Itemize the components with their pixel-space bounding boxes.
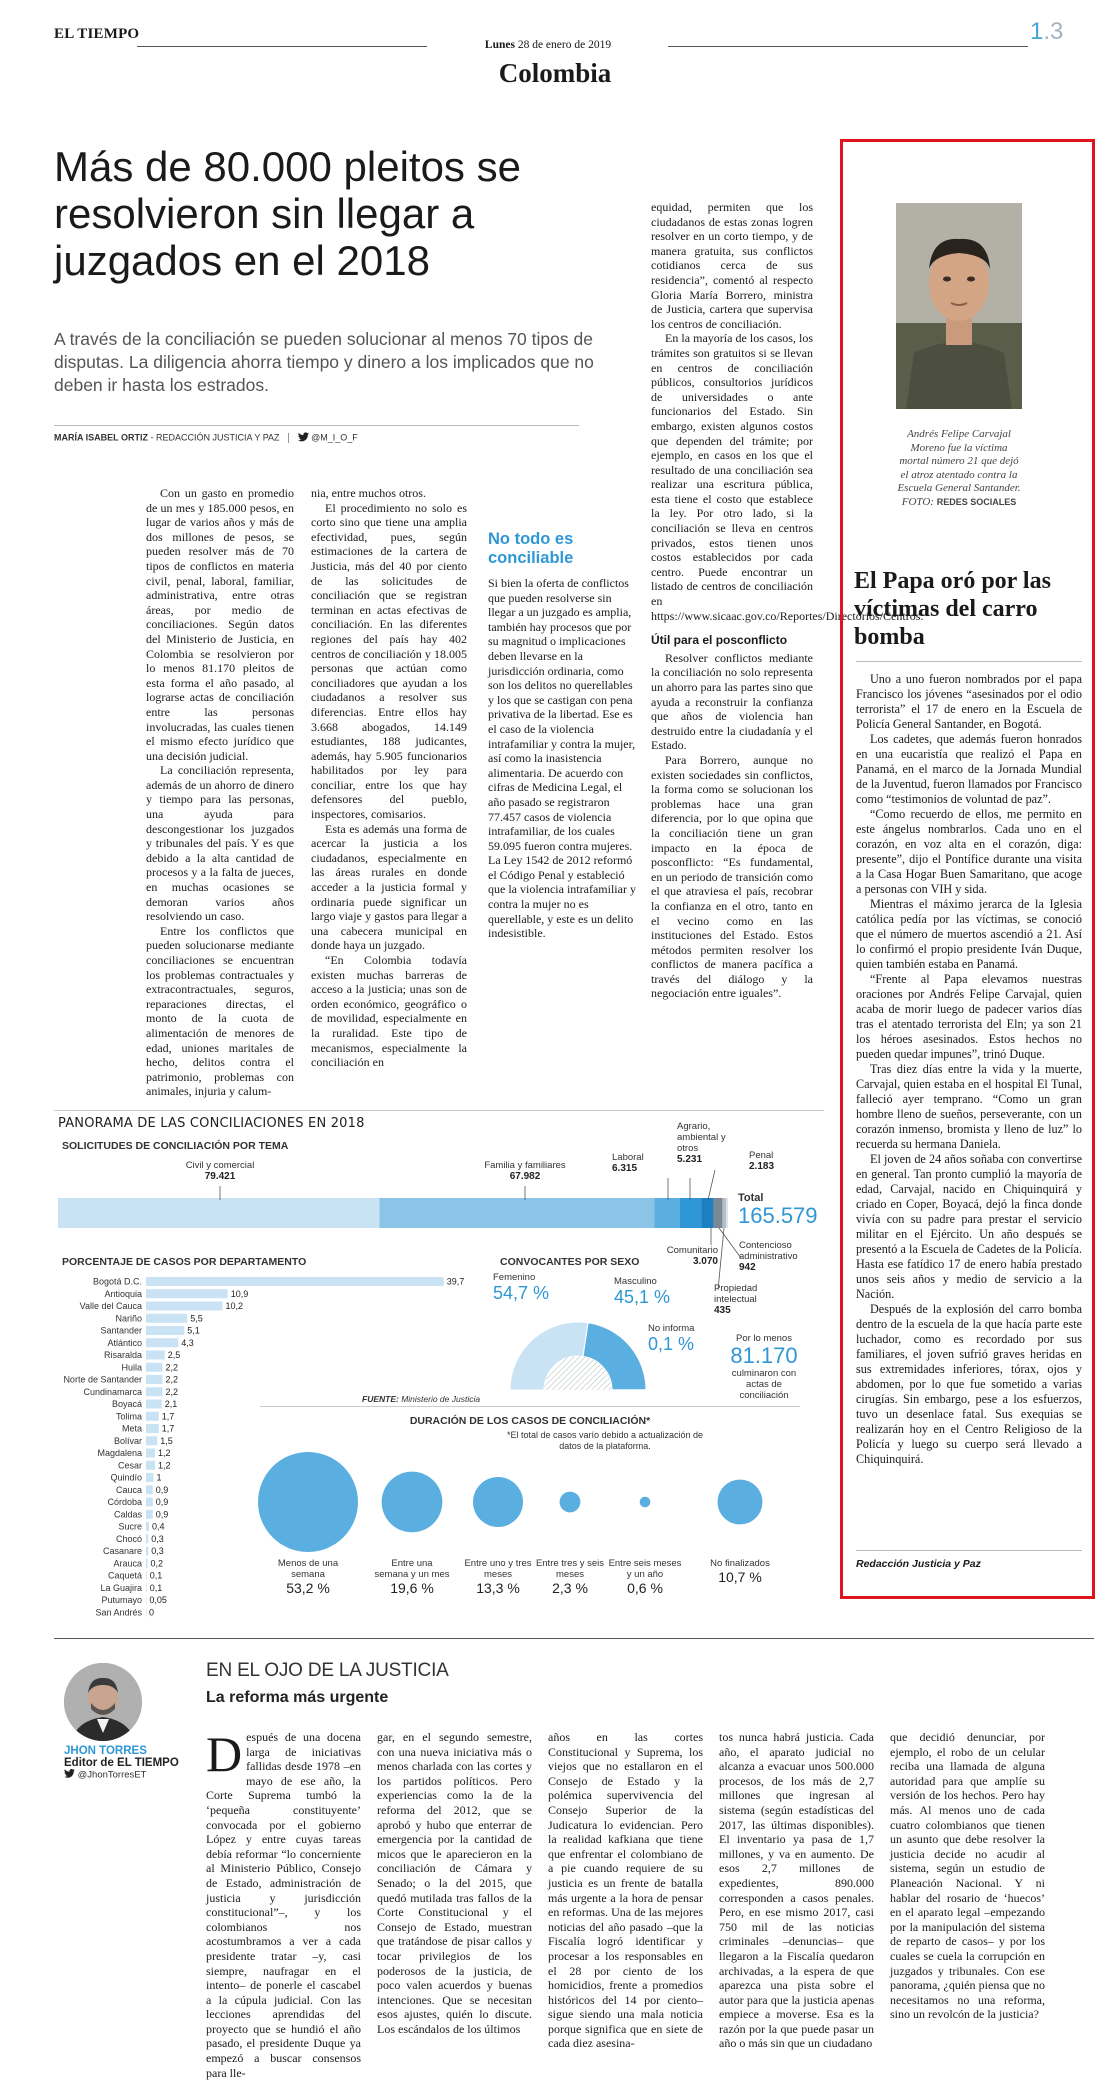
total-block: [738, 1192, 818, 1228]
author-twitter: [64, 1769, 194, 1781]
dept-section-title: PORCENTAJE DE CASOS POR DEPARTAMENTO: [62, 1256, 307, 1268]
sexo-label-masculino: [614, 1276, 670, 1308]
sexo-label-value: 54,7 %: [493, 1283, 550, 1303]
total-label: Total: [738, 1192, 764, 1204]
dept-category-label: Tolima: [115, 1411, 142, 1422]
sidebar-headline-rule: [856, 661, 1082, 662]
author-name: JHON TORRES: [64, 1745, 147, 1757]
dept-category-label: Córdoba: [107, 1497, 142, 1507]
author-avatar: [64, 1663, 142, 1741]
column-col-4: tos nunca habrá justicia. Cada año, el aparato judicial no alcanza a evacuar unos 500.000 procesos, de los más de 2,7 millones que ingresan al sistema (según estadísticas del 2017, las últimas disponibles). El inventario ya pasa de 1,7 millones, y va en aumento. De esos 2,7 millones de expedientes, 890.000 corresponden a casos penales. Pero, en ese mismo 2017, casi 750 mil de las noticias criminales –denuncias– que llegaron a la Fiscalía quedaron archivadas, a la espera de que aparezca una pista sobre el autor para que la justicia apenas empiece a moverse. Esa es la razón por la que puede pasar un año o más sin que un ciudadano: [719, 1730, 874, 2051]
duration-bubble: [718, 1480, 763, 1525]
byline-desk: - REDACCIÓN JUSTICIA Y PAZ: [148, 432, 280, 443]
infographic-title: PANORAMA DE LAS CONCILIACIONES EN 2018: [58, 1116, 365, 1131]
dept-bar: [146, 1461, 155, 1470]
dept-category-label: Caquetá: [107, 1570, 142, 1581]
conc-label-top: Por lo menos: [736, 1333, 792, 1344]
duration-value: 2,3 %: [552, 1580, 588, 1596]
total-value: 165.579: [738, 1203, 818, 1228]
dept-value-label: 1,7: [161, 1423, 175, 1434]
article-paragraph: “En Colombia todavía existen muchas barreras de acceso a la justicia; unas son de orden económico, geográfico o de movilidad, especialmente en la ruralidad. Este tipo de mecanismos, especialmente la conciliación en: [311, 953, 467, 1070]
date-day: Lunes: [484, 39, 515, 51]
dept-category-label: Arauca: [113, 1558, 142, 1569]
dept-bar: [146, 1400, 162, 1409]
seg-label-value: 67.982: [509, 1171, 541, 1182]
author-block: [64, 1745, 194, 1781]
dept-value-label: 1,2: [158, 1460, 171, 1471]
page-number-major: 1: [1030, 18, 1044, 45]
duration-bubble-chart: [250, 1450, 810, 1610]
dept-bar: [146, 1436, 157, 1445]
infographic-top-rule: [54, 1110, 824, 1111]
article-paragraph: Entre los conflictos que pueden solucionarse mediante conciliaciones se encuentran los problemas contractuales y extracontractuales, seguros, reparaciones directas, el monto de la cuota de alimentación de menores de edad, uniones maritales de hecho, delitos contra el patrimonio, problemas con animales, injuria y calum-: [146, 923, 294, 1099]
dept-value-label: 0,3: [151, 1533, 164, 1544]
dept-category-label: Norte de Santander: [63, 1374, 142, 1385]
duration-label-wrap: [532, 1558, 608, 1610]
source-text: Ministerio de Justicia: [398, 1394, 481, 1404]
column-col-1: [206, 1726, 361, 2080]
duration-value: 53,2 %: [286, 1580, 330, 1596]
dept-category-label: Bolívar: [113, 1435, 142, 1446]
byline-twitter: @M_I_O_F: [311, 432, 358, 443]
dept-category-label: Magdalena: [97, 1448, 142, 1458]
dept-value-label: 2,2: [165, 1362, 179, 1373]
dept-bar: [146, 1326, 184, 1335]
dept-value-label: 0: [149, 1607, 155, 1618]
portrait-illustration: [896, 203, 1022, 409]
source-label: FUENTE:: [362, 1394, 399, 1404]
sidebar-paragraph: El joven de 24 años soñaba con convertirse en general. Tan pronto cumplió la mayoría de edad, Carvajal, nacido en Chiquinquirá y criado en Coper, Boyacá, dejó la finca donde vivía con su padre para prestar el servicio militar en el Ejército. Un año después se presentó a la Escuela de Cadetes de la Policía. Hasta ese fatídico 17 de enero había prestado unos seis años y medio de servicio a la Nación.: [856, 1152, 1082, 1301]
dept-value-label: 4,3: [181, 1337, 194, 1348]
dur-note: *El total de casos varío debido a actualización de datos de la plataforma.: [506, 1430, 704, 1451]
stacked-bar-segment: [379, 1198, 654, 1228]
stacked-bar-segment: [722, 1198, 726, 1228]
stacked-bar-segment: [654, 1198, 680, 1228]
photo-credit: REDES SOCIALES: [936, 496, 1017, 507]
dept-value-label: 2,5: [167, 1350, 181, 1360]
column-col-5: que decidió denunciar, por ejemplo, el robo de un celular reciba una llamada de alguna autoridad para que amplíe su versión de los hechos. Pero hay más. Al menos uno de cada cuatro colombianos que tienen un asunto que debe resolver la justicia decide no acudir al sistema, según un estudio de Planeación Nacional. Y ni hablar del rosario de ‘huecos’ en el aparato legal –empezando por la manipulación del sistema de reparto de casos– y por los cuales se cuela la corrupción en juzgados y tribunales. Con ese panorama, ¿quién piensa que no necesitamos no una reforma, sino un revolcón de la justicia?: [890, 1730, 1045, 2022]
conc-label-bottom: culminaron con actas de conciliación: [731, 1368, 797, 1401]
seg-label-text: Contencioso administrativo: [739, 1240, 798, 1262]
duration-label: Menos de una semana: [277, 1558, 339, 1580]
dept-value-label: 5,5: [190, 1313, 203, 1324]
dept-value-label: 0,05: [149, 1595, 167, 1605]
sidebar-paragraph: Tras diez días entre la vida y la muerte, Carvajal, quien estaba en el hospital El Tunal, falleció ayer temprano. “Como un gran hombre lleno de sueños, perseverante, con un corazón inmenso, bromista y lleno de luz” lo recuerda su hermana Daniela.: [856, 1062, 1082, 1151]
stacked-bar-svg: [58, 1198, 728, 1228]
page-number: [1030, 18, 1063, 46]
article-paragraph: En la mayoría de los casos, los trámites son gratuitos si se llevan en centros de conciliación públicos, consultorios jurídicos de universidades o ante funcionarios del Estado. Sin embargo, existen algunos costos que dependen del trámite; por ejemplo, en casos en los que el resultado de una conciliación sea realizar una escritura pública, esta tiene el costo que establece la ley. Por otro lado, si la conciliación se lleva en centros privados, estos tienen unos costos establecidos por cada centro. Puede encontrar un listado de centros de conciliación en https://www.sicaac.gov.co/Reportes/Directorios/Centros.: [651, 331, 924, 623]
seg-label-familia: [475, 1160, 575, 1182]
paper-name: EL TIEMPO: [54, 26, 140, 42]
masthead-rule-right: [668, 46, 1028, 47]
dept-value-label: 0,9: [155, 1497, 169, 1507]
duration-label-wrap: [460, 1558, 536, 1610]
dept-category-label: Huila: [121, 1362, 142, 1373]
sexo-label-femenino: [493, 1272, 549, 1304]
victim-photo: [896, 203, 1022, 409]
dept-category-label: Quindío: [110, 1472, 142, 1483]
duration-bubble: [640, 1497, 651, 1508]
stacked-bar-segment: [714, 1198, 723, 1228]
dept-category-label: La Guajira: [100, 1582, 142, 1593]
dept-category-label: Chocó: [115, 1533, 142, 1544]
dept-category-label: Atlántico: [107, 1337, 142, 1348]
seg-label-text: Civil y comercial: [185, 1160, 255, 1171]
seg-label-text: Familia y familiares: [484, 1160, 566, 1171]
sidebar-credit: Redacción Justicia y Paz: [856, 1558, 981, 1570]
dept-bar: [146, 1449, 155, 1458]
dept-bar: [146, 1338, 178, 1347]
dept-bar: [146, 1571, 147, 1580]
sexo-label-text: Masculino: [614, 1276, 657, 1287]
duration-bubble: [560, 1492, 581, 1513]
photo-caption: [896, 428, 1022, 509]
seg-label-text: Laboral: [612, 1152, 644, 1163]
column-text: espués de una docena larga de iniciativas fallidas desde 1978 –en mayo de ese año, la Corte Suprema tumbó la ‘pequeña constituyente’ convocada por el gobierno López y entre cuyas tareas debía reformar “lo concerniente al Ministerio Público, Consejo de Estado, administración de justicia y jurisdicción constitucional”–, y los colombianos nos acostumbramos a ver a cada presidente tratar –y, casi siempre, naufragar en el intento– de ponerle el cascabel a la cúpula judicial. Con las lecciones aprendidas del proyecto que se hundió el año pasado, el presidente Duque ya empezó a buscar consensos para lle-: [206, 1730, 361, 2080]
duration-label: Entre uno y tres meses: [464, 1558, 532, 1580]
sidebox-title: No todo es conciliable: [488, 530, 574, 567]
dept-bar: [146, 1547, 148, 1556]
seg-label-text: Propiedad intelectual: [714, 1283, 758, 1305]
infographic-source: [362, 1394, 480, 1404]
seg-label-value: 5.231: [677, 1154, 703, 1165]
dept-value-label: 10,2: [225, 1301, 244, 1311]
duration-label-wrap: [270, 1558, 346, 1610]
seg-label-penal: [749, 1150, 774, 1172]
sidebar-body: [856, 672, 1082, 1467]
column-col-2: gar, en el segundo semestre, con una nueva iniciativa más o menos charlada con las cortes y los partidos políticos. Pero experiencias como la de la reforma del 2012, que se aprobó y hubo que enterrar de emergencia por la cantidad de micos que le aparecieron en la conciliación de Cámara y Senado; o la del 2015, que quedó mutilada tras fallos de la Corte Constitucional y el Consejo de Estado, muestran que tratándose de pisar callos y tocar privilegios de los poderosos de la justicia, de poco valen acuerdos y buenas intenciones. Que se necesitan esos ajustes, quién lo discute. Los escándalos de los últimos: [377, 1730, 532, 2036]
dept-category-label: Cesar: [117, 1460, 142, 1471]
dept-bar: [146, 1559, 148, 1568]
seg-label-value: 942: [739, 1262, 756, 1273]
article-paragraph: Con un gasto en promedio de un mes y 185.000 pesos, en lugar de varios años y más de dos millones de pesos, se pueden resolver más de 70 tipos de conflictos en materia civil, penal, laboral, familiar, administrativa, entre otras áreas, por medio de conciliaciones. Según datos del Ministerio de Justicia, en Colombia se resolvieron por lo menos 81.170 pleitos de esta forma el año pasado, al lograrse actas de conciliación entre las personas involucradas, las cuales tienen el mismo efecto jurídico que una decisión judicial.: [146, 486, 294, 763]
duration-bubble: [473, 1477, 523, 1527]
stacked-bar-segment: [701, 1198, 713, 1228]
article-paragraph: equidad, permiten que los ciudadanos de estas zonas logren resolver en un corto tiempo, y de manera gratuita, sus conflictos cotidianos cerca de sus residencia”, comentó al respecto Gloria María Borrero, ministra de Justicia, cartera que supervisa los centros de conciliación.: [651, 200, 813, 331]
byline: [54, 432, 594, 444]
article-headline: Más de 80.000 pleitos se resolvieron sin llegar a juzgados en el 2018: [54, 143, 521, 284]
article-paragraph: nia, entre muchos otros.: [311, 486, 426, 500]
sidebar-paragraph: “Como recuerdo de ellos, me permito en este ángelus nombrarlos. Cada uno en el corazón, en voz alta en el corazón, diga: presente”, dijo el Pontífice durante una visita a la Casa Hogar Buen Samaritano, que acoge a personas con VIH y sida.: [856, 807, 1082, 896]
column-kicker: EN EL OJO DE LA JUSTICIA: [206, 1660, 449, 1681]
dept-value-label: 0,1: [149, 1570, 163, 1581]
dept-value-label: 0,2: [150, 1558, 164, 1569]
masthead-date: [436, 39, 660, 51]
stacked-bar-segment: [726, 1198, 728, 1228]
duration-value: 10,7 %: [718, 1569, 762, 1585]
photo-caption-text: Andrés Felipe Carvajal Moreno fue la víctima mortal número 21 que dejó el atroz atentado contra la Escuela General Santander. FOTO:: [897, 428, 1021, 508]
bar-section-title: SOLICITUDES DE CONCILIACIÓN POR TEMA: [62, 1140, 289, 1152]
dept-bar: [146, 1363, 163, 1372]
author-portrait: [64, 1663, 142, 1741]
duration-label: Entre una semana y un mes: [374, 1558, 450, 1580]
dept-bar: [146, 1583, 147, 1592]
conciliacion-block: [724, 1333, 804, 1401]
sidebar-paragraph: Uno a uno fueron nombrados por el papa Francisco los jóvenes “asesinados por el odio terrorista” el 17 de enero en la Escuela de Policía General Santander, en Bogotá.: [856, 672, 1082, 731]
dept-bar: [146, 1351, 165, 1360]
sidebar-paragraph: Los cadetes, que además fueron honrados en una eucaristía que realizó el Papa en Panamá, en el marco de la Jornada Mundial de la Juventud, fueron llamados por Francisco como “testimonios de voluntad de paz”.: [856, 732, 1082, 806]
dept-value-label: 39,7: [446, 1276, 465, 1287]
article-paragraph: La conciliación representa, además de un ahorro de dinero y tiempo para las personas, una ayuda para descongestionar los juzgados y tribunales del país. Y es que debido a la alta cantidad de procesos y a la falta de jueces, en muchas ocasiones se demoran varios años resolviendo un caso.: [146, 763, 294, 924]
twitter-icon: [64, 1769, 75, 1781]
stacked-bar-segment: [680, 1198, 701, 1228]
seg-label-propiedad: [739, 1240, 809, 1273]
article-paragraph: Esta es además una forma de acercar la justicia a los ciudadanos, especialmente en las áreas rurales en donde acceder a la justicia formal y ordinaria puede significar un largo viaje y gastos para llegar a una cabecera municipal en donde haya un juzgado.: [311, 821, 467, 953]
byline-author: MARÍA ISABEL ORTIZ: [54, 432, 148, 443]
dept-value-label: 10,9: [230, 1288, 249, 1299]
duration-label: Entre tres y seis meses: [535, 1558, 605, 1580]
dept-value-label: 1,2: [158, 1448, 171, 1458]
seg-label-comunitario: [658, 1245, 718, 1267]
column-title: La reforma más urgente: [206, 1689, 389, 1706]
dept-bar: [146, 1608, 147, 1617]
dept-category-label: Valle del Cauca: [79, 1301, 142, 1311]
page-number-minor: .3: [1043, 18, 1064, 45]
author-handle: @JhonTorresET: [77, 1769, 147, 1781]
dept-bar: [146, 1485, 153, 1494]
dept-bar: [146, 1498, 153, 1507]
seg-label-contencioso: [714, 1283, 789, 1316]
dept-bar: [146, 1302, 223, 1311]
dept-value-label: 1,5: [160, 1435, 173, 1446]
dept-category-label: Santander: [100, 1325, 142, 1336]
dept-category-label: Casanare: [102, 1546, 142, 1556]
dept-bar: [146, 1473, 154, 1482]
dept-bar: [146, 1596, 147, 1605]
article-paragraph: El procedimiento no solo es corto sino que tiene una amplia efectividad, pues, según estimaciones de la cartera de Justicia, más del 40 por ciento de las solicitudes de conciliación que se registran terminan en actas efectivas de conciliación. En las diferentes regiones del país hay 402 centros de conciliación y 18.005 personas que actúan como conciliadores que ayudan a los ciudadanos a resolver sus diferencias. Entre ellos hay 3.668 abogados, 14.149 estudiantes, 188 judicantes, además, hay 5.905 funcionarios habilitados por ley para conciliar, entre los que hay defensores del pueblo, inspectores, comisarios.: [311, 500, 467, 822]
date-rest: 28 de enero de 2019: [517, 39, 612, 51]
stacked-bar-segment: [58, 1198, 379, 1228]
sexo-section-title: CONVOCANTES POR SEXO: [500, 1256, 640, 1268]
seg-label-text: Comunitario: [666, 1245, 718, 1256]
seg-label-agrario: [677, 1121, 737, 1165]
sexo-label-text: Femenino: [493, 1272, 536, 1283]
dept-value-label: 2,2: [165, 1386, 179, 1397]
article-col-4: [651, 200, 924, 1001]
dept-category-label: Antioquia: [104, 1288, 142, 1299]
dept-bar: [146, 1289, 228, 1298]
dept-bar: [146, 1375, 163, 1384]
seg-label-value: 435: [714, 1305, 731, 1316]
seg-label-text: Agrario, ambiental y otros: [677, 1121, 726, 1154]
dept-value-label: 0,1: [149, 1582, 163, 1593]
stacked-bar: [58, 1198, 728, 1228]
dept-value-label: 5,1: [187, 1325, 200, 1336]
dept-value-label: 2,1: [164, 1399, 178, 1409]
sidebar-paragraph: “Frente al Papa elevamos nuestras oraciones por Andrés Felipe Carvajal, quien acaba de morir luego de padecer varios días tras el atentado terrorista del Eln; ya son 21 los héroes asesinados. Estos hechos no pueden quedar impunes”, trinó Duque.: [856, 972, 1082, 1061]
dept-category-label: Sucre: [118, 1521, 142, 1532]
dept-bar: [146, 1522, 149, 1531]
dept-value-label: 0,4: [152, 1521, 165, 1532]
dept-value-label: 0,9: [155, 1484, 169, 1495]
masthead-rule-left: [137, 46, 427, 47]
article-deck: A través de la conciliación se pueden solucionar al menos 70 tipos de disputas. La diligencia ahorra tiempo y dinero a los implicados que no deben ir hasta los estrados.: [54, 329, 594, 395]
dept-value-label: 1,7: [161, 1411, 175, 1422]
sexo-label-value: 0,1 %: [648, 1334, 695, 1354]
duration-value: 0,6 %: [627, 1580, 663, 1596]
article-paragraph: Resolver conflictos mediante la conciliación no solo representa un ahorro para las partes sino que ayuda a reconstruir la confianza que años de violencia han destruido entre la ciudadanía y el Estado.: [651, 650, 813, 753]
article-paragraph: Para Borrero, aunque no existen sociedades sin conflictos, la forma como se solucionan los problemas hace una gran diferencia, por lo que opina que la conciliación tiene un gran impacto en la época de posconflicto: “Es fundamental, en un periodo de transición como el que atraviesa el país, recobrar la confianza en el otro, tanto en el vecino como en las instituciones del Estado. Estos métodos permiten resolver los conflictos de manera pacífica a través del diálogo y la negociación entre iguales”.: [651, 752, 813, 1001]
dept-category-label: Caldas: [113, 1509, 142, 1520]
article-col-2: [311, 486, 467, 1070]
seg-label-laboral: [612, 1152, 644, 1174]
sidebar-paragraph: Mientras el máximo jerarca de la Iglesia católica pedía por las víctimas, se conoció que el número de muertos ascendió a 21. Así lo confirmó el propio presidente Iván Duque, quien también estaba en Panamá.: [856, 897, 1082, 971]
conc-value: 81.170: [730, 1343, 798, 1368]
dept-category-label: Bogotá D.C.: [92, 1276, 142, 1287]
twitter-icon: [298, 432, 309, 444]
source-rule: [260, 1406, 800, 1407]
dept-bar: [146, 1412, 159, 1421]
author-role: Editor de EL TIEMPO: [64, 1757, 179, 1769]
byline-rule: [54, 425, 579, 426]
sidebox-text: Si bien la oferta de conflictos que pueden resolverse sin llegar a un juzgado es amplia, también hay procesos que por su magnitud o implicaciones deben llevarse en la jurisdicción ordinaria, como son los delitos no querellables y los que se castigan con pena privativa de la libertad. Ese es el caso de la violencia intrafamiliar y contra la mujer, así como la inasistencia alimentaria. De acuerdo con cifras de Medicina Legal, el año pasado se registraron 77.457 casos de violencia intrafamiliar, de los cuales 59.095 fueron contra mujeres. La Ley 1542 de 2012 reformó el Código Penal y estableció que la violencia intrafamiliar y contra la mujer no es querellable, y este es un delito indesistible.: [488, 576, 636, 941]
sexo-label-text: No informa: [648, 1323, 695, 1334]
dept-value-label: 2,2: [165, 1374, 179, 1385]
sexo-label-value: 45,1 %: [614, 1287, 671, 1307]
dept-bar: [146, 1424, 159, 1433]
seg-label-value: 6.315: [612, 1163, 638, 1174]
seg-label-value: 2.183: [749, 1161, 775, 1172]
duration-label-wrap: [374, 1558, 450, 1610]
duration-label: Entre seis meses y un año: [608, 1558, 682, 1580]
sidebar-paragraph: Después de la explosión del carro bomba dentro de la escuela de la que hacía parte este luchador, como es recordado por sus familiares, el joven sufrió graves heridas en sus extremidades inferiores, tórax, ojos y abdomen, por lo que fue sometido a varias cirugías. Sin embargo, pese a los esfuerzos, tuvo un desenlace fatal. Sus exequias se realizarán hoy en el Centro Religioso de la Policía y luego su cuerpo será llevado a Chiquinquirá.: [856, 1302, 1082, 1466]
sexo-label-noinforma: [648, 1323, 694, 1355]
dept-value-label: 0,3: [151, 1546, 164, 1556]
sidebox-no-conciliable: [488, 530, 638, 941]
dept-bar: [146, 1510, 153, 1519]
duration-bubble: [258, 1452, 358, 1552]
duration-label: No finalizados: [710, 1558, 770, 1569]
duration-label-wrap: [607, 1558, 683, 1610]
infographic-bottom-rule: [54, 1638, 1094, 1639]
dept-bar: [146, 1277, 444, 1286]
section-title: Colombia: [498, 58, 612, 88]
dept-bar: [146, 1387, 163, 1396]
column-col-3: años en las cortes Constitucional y Suprema, los viejos que no estallaron en el Consejo de Estado y la polémica supervivencia del Consejo Superior de la Judicatura lo evidencian. Pero la realidad kafkiana que tiene que enfrentar el colombiano de a pie cuando requiere de su justicia es un frente de batalla más urgente a la hora de pensar en reformas. Una de las mejores noticias del año pasado –que la Fiscalía logró identificar y procesar a los responsables en el 28 por ciento de los homicidios, frente a promedios históricos del 14 por ciento– sigue siendo una mala noticia porque significa que en siete de cada diez asesina-: [548, 1730, 703, 2051]
dur-section-title: DURACIÓN DE LOS CASOS DE CONCILIACIÓN*: [409, 1415, 651, 1427]
dept-category-label: Nariño: [115, 1313, 142, 1324]
duration-value: 19,6 %: [390, 1580, 434, 1596]
dept-bar: [146, 1534, 148, 1543]
seg-label-value: 3.070: [692, 1256, 718, 1267]
dept-category-label: Cundinamarca: [83, 1386, 142, 1397]
article-subhead: Útil para el posconflicto: [651, 633, 788, 648]
duration-label-wrap: [702, 1558, 778, 1610]
dept-value-label: 0,9: [155, 1509, 169, 1520]
article-col-1: [146, 486, 294, 1099]
dept-category-label: Putumayo: [101, 1595, 142, 1605]
seg-label-text: Penal: [749, 1150, 774, 1161]
duration-value: 13,3 %: [476, 1580, 520, 1596]
seg-label-civil: [180, 1160, 260, 1182]
duration-bubble: [382, 1472, 443, 1533]
dept-value-label: 1: [156, 1472, 162, 1483]
dept-category-label: San Andrés: [95, 1607, 142, 1618]
dept-category-label: Meta: [121, 1423, 142, 1434]
dept-category-label: Cauca: [115, 1484, 142, 1495]
dept-category-label: Boyacá: [111, 1399, 142, 1409]
seg-label-value: 79.421: [204, 1171, 236, 1182]
column-dropcap: D: [206, 1726, 243, 1782]
sidebar-credit-rule: [856, 1550, 1082, 1551]
dept-category-label: Risaralda: [103, 1350, 142, 1360]
dept-bar: [146, 1314, 187, 1323]
sidebar-headline: El Papa oró por las víctimas del carro bomba: [854, 568, 1051, 650]
masthead: [0, 0, 1115, 100]
